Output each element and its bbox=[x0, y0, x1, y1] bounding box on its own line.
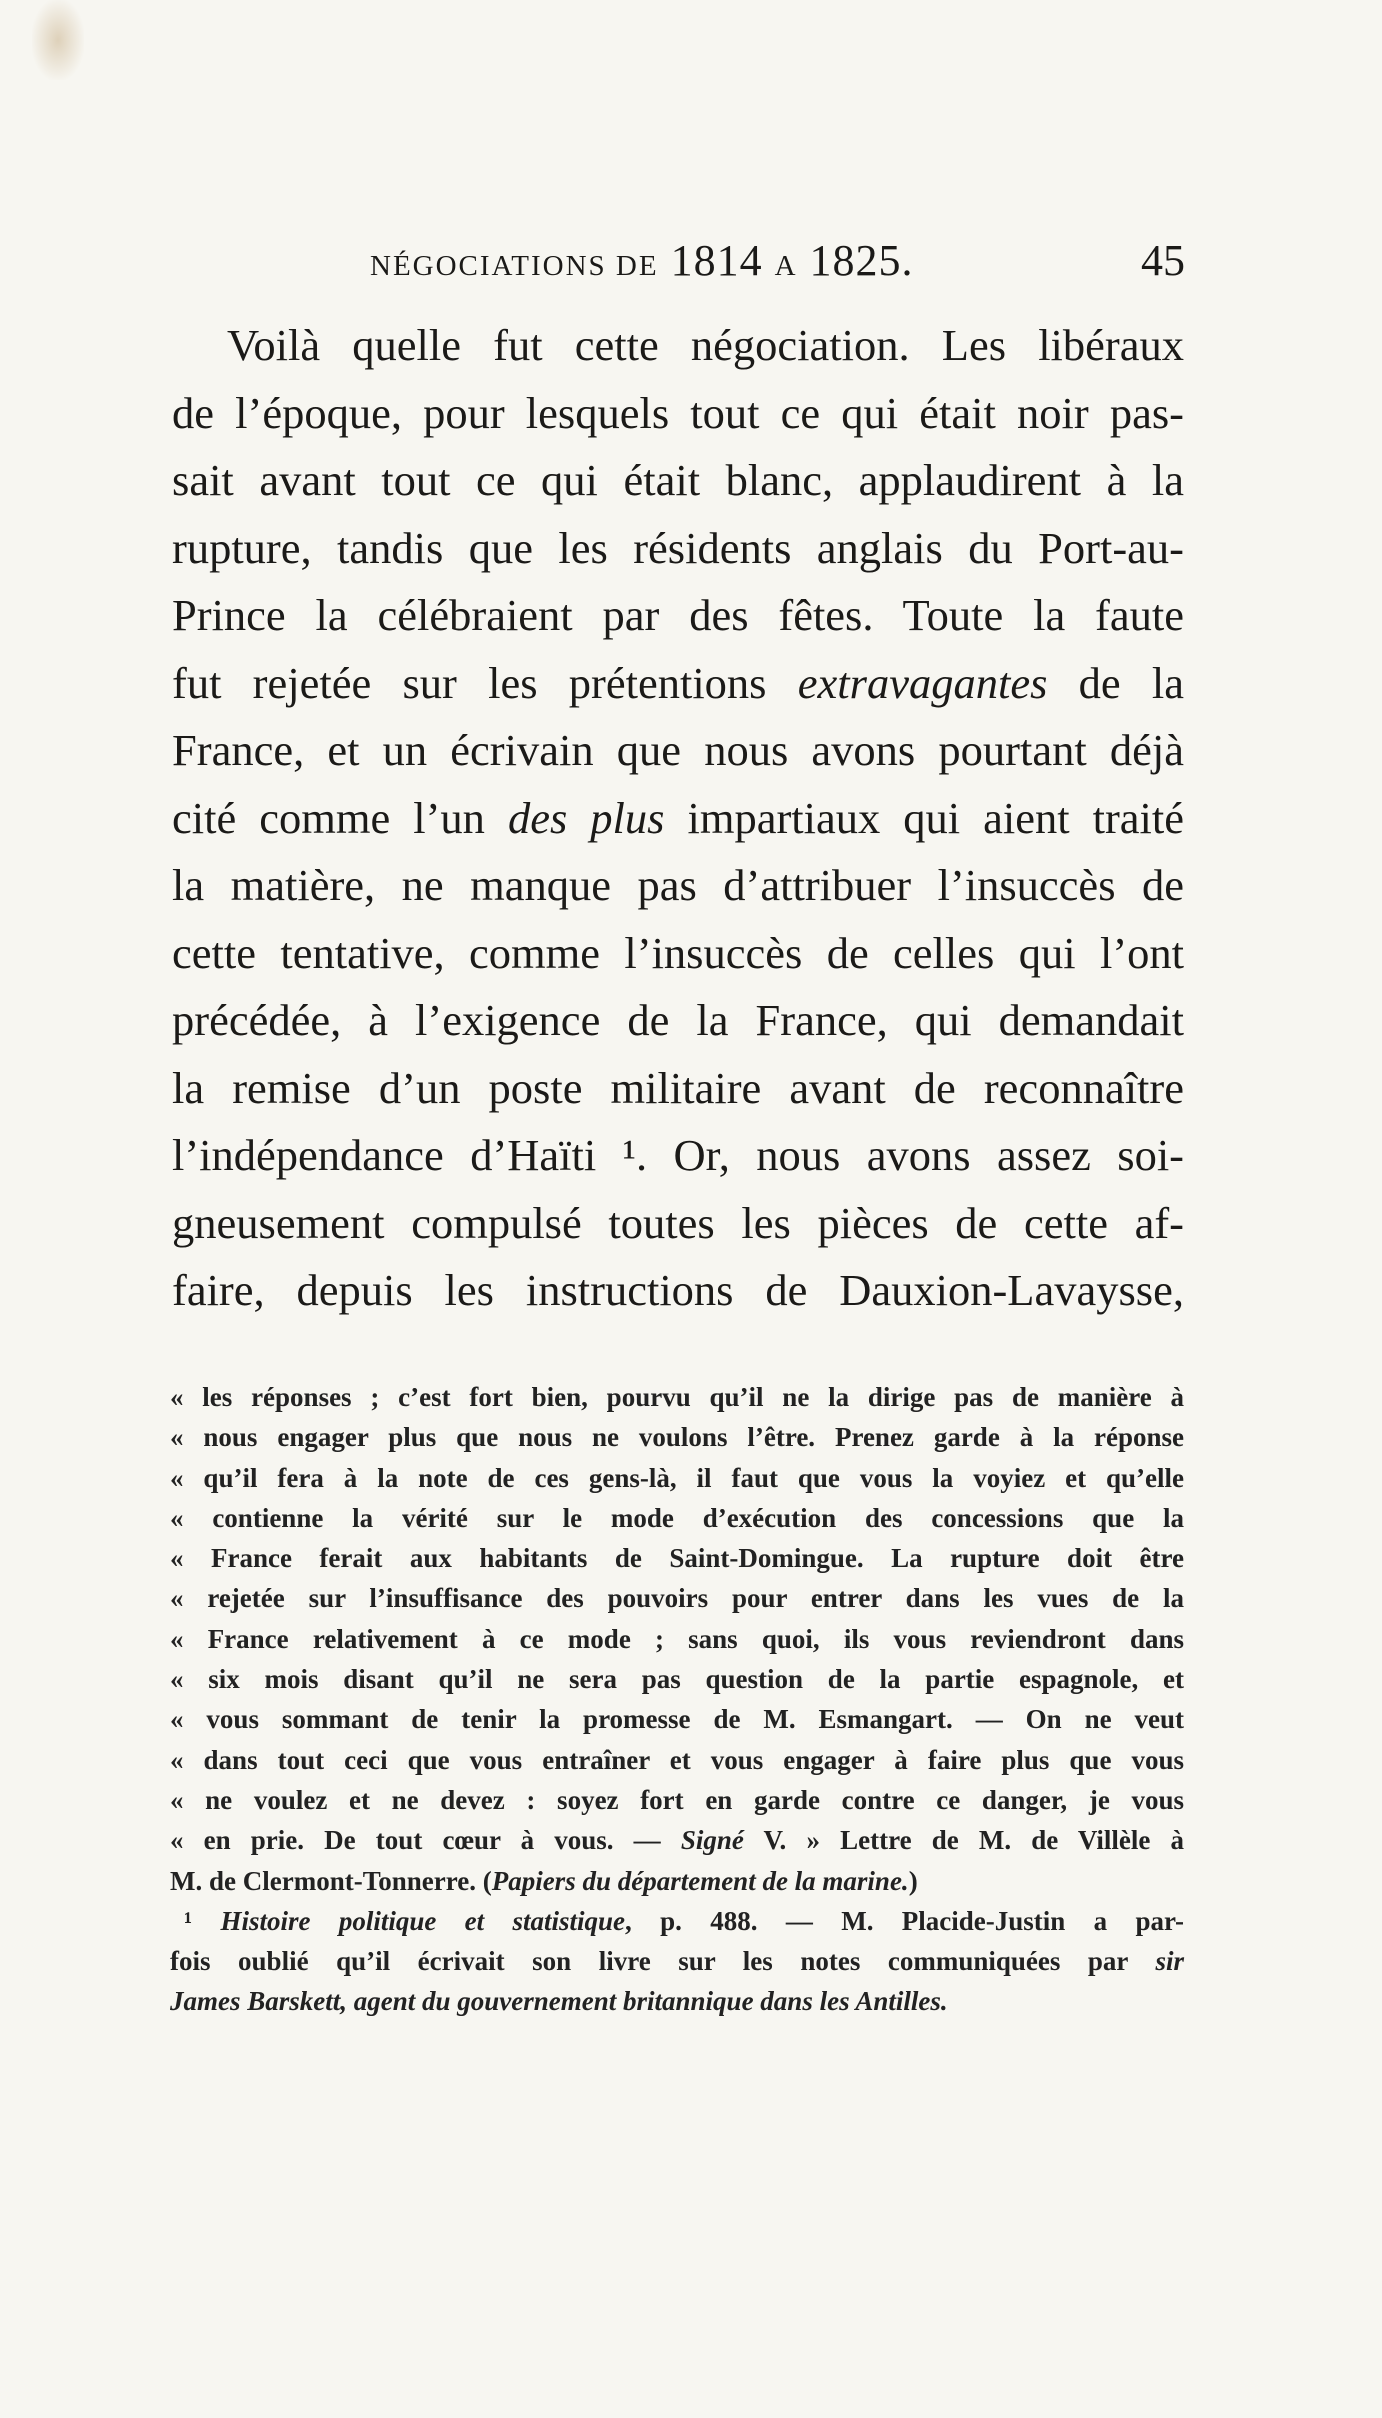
paper-stain bbox=[32, 0, 84, 80]
running-title bbox=[370, 235, 914, 286]
body-line: Prince la célébraient par des fêtes. Toute la faute bbox=[172, 590, 1184, 640]
body-text-run: fut rejetée sur les prétentions bbox=[172, 657, 767, 708]
body-line: cette tentative, comme l’insuccès de celles qui l’ont bbox=[172, 927, 1184, 978]
footnote-line: « rejetée sur l’insuffisance des pouvoirs pour entrer dans les vues de la bbox=[170, 1583, 1184, 1614]
body-line: faire, depuis les instructions de Dauxion-Lavaysse, bbox=[172, 1265, 1184, 1315]
footnote-line: « six mois disant qu’il ne sera pas question de la partie espagnole, et bbox=[170, 1664, 1184, 1695]
footnote-line: « vous sommant de tenir la promesse de M. Esmangart. — On ne veut bbox=[170, 1704, 1184, 1735]
footnote-line: « les réponses ; c’est fort bien, pourvu qu’il ne la dirige pas de manière à bbox=[170, 1382, 1184, 1412]
footnote-line bbox=[170, 1861, 1184, 1901]
year-start: 1814 bbox=[670, 236, 763, 285]
footnote-line: « contienne la vérité sur le mode d’exécution des concessions que la bbox=[170, 1502, 1184, 1533]
footnote-line bbox=[170, 1820, 1184, 1860]
italic-emphasis: sir bbox=[1155, 1946, 1185, 1977]
footnote-line bbox=[170, 1901, 1184, 1941]
italic-book-title: Histoire politique et statistique bbox=[220, 1905, 626, 1936]
footnote-text-run: , p. 488. — M. Placide-Justin a par- bbox=[625, 1905, 1184, 1936]
footnote-line: « France ferait aux habitants de Saint-Domingue. La rupture doit être bbox=[170, 1543, 1184, 1574]
footnote-line: « nous engager plus que nous ne voulons l’être. Prenez garde à la réponse bbox=[170, 1422, 1184, 1453]
body-line: Voilà quelle fut cette négociation. Les libéraux bbox=[227, 320, 1184, 370]
footnote-text-run: V. » Lettre de M. de Villèle à bbox=[763, 1825, 1185, 1856]
footnote-line: « qu’il fera à la note de ces gens-là, il faut que vous la voyiez et qu’elle bbox=[170, 1462, 1184, 1493]
body-line: la matière, ne manque pas d’attribuer l’insuccès de bbox=[172, 860, 1184, 910]
body-line: précédée, à l’exigence de la France, qui demandait bbox=[172, 995, 1184, 1045]
italic-source-title: Papiers du département de la marine. bbox=[491, 1865, 909, 1896]
running-title-text: NÉGOCIATIONS DE bbox=[370, 250, 659, 282]
year-end: 1825. bbox=[809, 236, 914, 285]
italic-emphasis: Signé bbox=[680, 1825, 744, 1856]
page-number: 45 bbox=[1141, 236, 1185, 285]
body-line: rupture, tandis que les résidents anglais du Port-au- bbox=[172, 522, 1184, 573]
running-title-separator: A bbox=[774, 250, 798, 282]
body-line bbox=[172, 650, 1184, 718]
footnote-text-run: fois oublié qu’il écrivait son livre sur les notes communiquées par bbox=[170, 1946, 1128, 1977]
footnote-marker: ¹ bbox=[184, 1905, 193, 1936]
body-text-run: de la bbox=[1078, 657, 1184, 708]
footnote-line bbox=[170, 1981, 1184, 2021]
body-line: sait avant tout ce qui était blanc, applaudirent à la bbox=[172, 455, 1184, 505]
body-line: France, et un écrivain que nous avons pourtant déjà bbox=[172, 725, 1184, 775]
footnote-line: « ne voulez et ne devez : soyez fort en garde contre ce danger, je vous bbox=[170, 1784, 1184, 1815]
body-line: la remise d’un poste militaire avant de reconnaître bbox=[172, 1062, 1184, 1113]
body-line: de l’époque, pour lesquels tout ce qui était noir pas- bbox=[172, 387, 1184, 438]
footnote-text-run: « en prie. De tout cœur à vous. — bbox=[170, 1825, 661, 1856]
footnotes bbox=[170, 1377, 1184, 2022]
body-line: gneusement compulsé toutes les pièces de cette af- bbox=[172, 1197, 1184, 1248]
footnote-line: « France relativement à ce mode ; sans quoi, ils vous reviendront dans bbox=[170, 1623, 1184, 1654]
footnote-line: « dans tout ceci que vous entraîner et vous engager à faire plus que vous bbox=[170, 1744, 1184, 1775]
footnote-text-run: M. de Clermont-Tonnerre. ( bbox=[170, 1865, 492, 1896]
footnote-text-run: ) bbox=[908, 1865, 918, 1896]
body-line bbox=[172, 785, 1184, 853]
italic-emphasis: des plus bbox=[507, 792, 665, 843]
italic-emphasis: James Barskett, agent du gouvernement britannique dans les Antilles. bbox=[170, 1986, 948, 2017]
page-header bbox=[170, 235, 1185, 305]
body-line: l’indépendance d’Haïti ¹. Or, nous avons assez soi- bbox=[172, 1130, 1184, 1180]
body-text-run: impartiaux qui aient traité bbox=[687, 792, 1185, 843]
footnote-line bbox=[170, 1941, 1184, 1981]
italic-emphasis: extravagantes bbox=[797, 657, 1048, 708]
body-text bbox=[172, 312, 1184, 1325]
body-text-run: cité comme l’un bbox=[172, 792, 485, 843]
